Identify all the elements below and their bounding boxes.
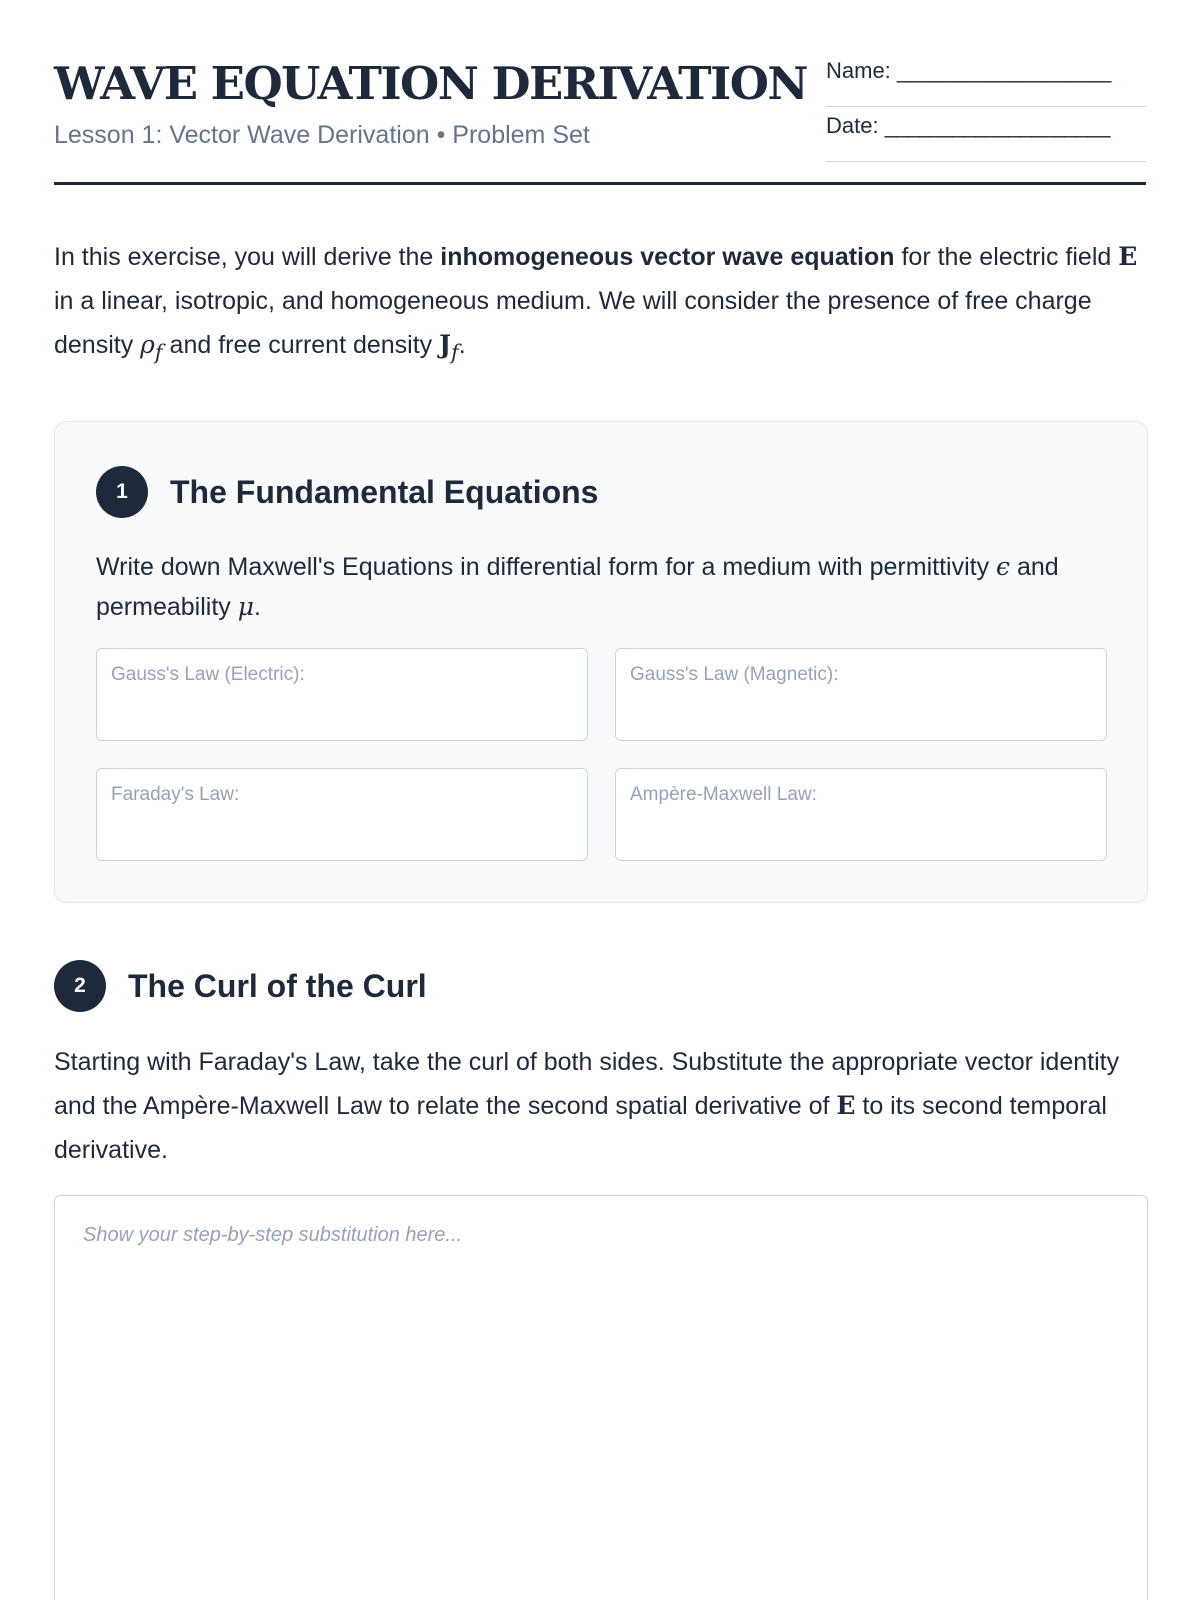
step-number-badge: 1 <box>96 466 148 518</box>
instruction-text: Write down Maxwell's Equations in differential form for a medium with permittivity <box>96 553 997 581</box>
date-label: Date: <box>826 113 879 138</box>
name-label: Name: <box>826 58 891 83</box>
faraday-law-field[interactable] <box>96 768 588 861</box>
intro-emphasis: inhomogeneous vector wave equation <box>440 243 895 271</box>
intro-paragraph <box>54 235 1154 374</box>
gauss-electric-field[interactable] <box>96 648 588 741</box>
date-field[interactable] <box>826 107 1146 162</box>
instruction-text: and permeability <box>96 553 1059 621</box>
name-field[interactable] <box>826 52 1146 107</box>
field-placeholder: Ampère-Maxwell Law: <box>630 784 817 805</box>
symbol-charge-density: ρ <box>140 330 155 359</box>
field-placeholder: Faraday's Law: <box>111 784 240 805</box>
instruction-text: Starting with Faraday's Law, take the curl of both sides. Substitute the appropriate vector identity and the Ampère-Maxwell Law to relate the second spatial derivative of <box>54 1048 1120 1120</box>
symbol-electric-field: E <box>1118 242 1138 271</box>
symbol-electric-field: E <box>836 1091 856 1120</box>
symbol-current-density: J <box>439 330 451 359</box>
step-title: The Fundamental Equations <box>170 473 599 510</box>
step-2-instructions <box>54 1040 1154 1172</box>
intro-text: and free current density <box>162 331 440 359</box>
instruction-text: to its second temporal derivative. <box>54 1092 1107 1164</box>
intro-text: in a linear, isotropic, and homogeneous medium. We will consider the presence of free charge density <box>54 287 1092 359</box>
date-line: ____________________ <box>884 113 1110 138</box>
page-title: WAVE EQUATION DERIVATION <box>54 57 808 110</box>
student-info <box>826 52 1146 162</box>
name-line: ___________________ <box>896 58 1111 83</box>
work-area-placeholder: Show your step-by-step substitution here... <box>83 1224 463 1246</box>
page-subtitle: Lesson 1: Vector Wave Derivation • Problem Set <box>54 121 590 149</box>
step-1-heading <box>96 466 598 518</box>
step-number-badge: 2 <box>54 960 106 1012</box>
symbol-permeability: μ <box>237 592 254 621</box>
step-2-heading <box>54 960 427 1012</box>
intro-text: for the electric field <box>894 243 1119 271</box>
gauss-magnetic-field[interactable] <box>615 648 1107 741</box>
field-placeholder: Gauss's Law (Electric): <box>111 664 305 685</box>
intro-text: . <box>458 331 466 359</box>
step-title: The Curl of the Curl <box>128 967 427 1004</box>
field-placeholder: Gauss's Law (Magnetic): <box>630 664 839 685</box>
instruction-text: . <box>253 593 261 621</box>
step-1-card <box>54 421 1148 903</box>
intro-text: In this exercise, you will derive the <box>54 243 441 271</box>
subscript-free: f <box>450 340 459 364</box>
subscript-free: f <box>154 340 163 364</box>
derivation-work-area[interactable] <box>54 1195 1148 1600</box>
ampere-maxwell-field[interactable] <box>615 768 1107 861</box>
worksheet-header <box>54 0 1146 185</box>
step-1-instructions <box>96 547 1096 627</box>
symbol-permittivity: ϵ <box>996 552 1011 581</box>
